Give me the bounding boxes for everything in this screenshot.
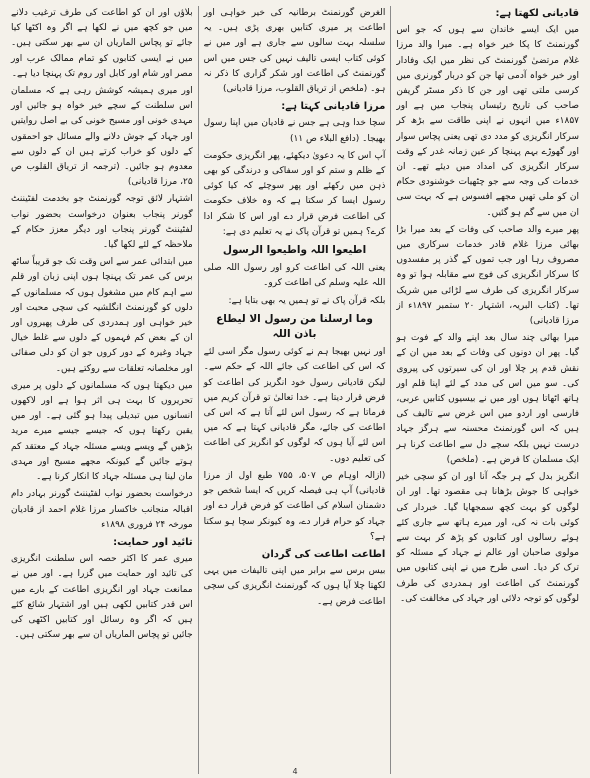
paragraph: میں دیکھتا ہوں کہ مسلمانوں کے دلوں پر میری تحریروں کا بہت ہی اثر ہوا ہے اور لاکھوں انسانوں میں تبدیلی پیدا ہو گئی ہے۔ اور میں یقین رکھتا ہوں کہ جیسے جیسے میرے مرید بڑھیں گے ویسے ویسے مسئلہ جہاد کے معتقد کم ہوتے جائیں گے کیونکہ مجھے مسیح اور مہدی مان لینا ہی مسئلہ جہاد کا انکار کرنا ہے۔ <box>11 380 193 483</box>
column-middle <box>199 6 392 774</box>
paragraph: (ازالہ اوہام ص ۵۰۷، ۷۵۵ طبع اول از مرزا قادیانی) آپ ہی فیصلہ کریں کہ ایسا شخص جو دشمنان اسلام کی اطاعت کو فرض قرار دے اور جہاد کو حرام قرار دے، وہ کیونکر سچا ہو سکتا ہے؟ <box>203 470 386 542</box>
paragraph: بلاؤں اور ان کو اطاعت کی طرف ترغیب دلانے میں جو کچھ میں نے لکھا ہے اگر وہ اکٹھا کیا جائے تو پچاس الماریاں ان سے بھر سکتی ہیں۔ میں نے ایسی کتابوں کو تمام ممالک عرب اور مصر اور شام اور کابل اور روم تک پہنچا دیا ہے۔ <box>11 8 193 79</box>
text-columns <box>6 6 584 774</box>
paragraph: اشتہار لائق توجہ گورنمنٹ جو بخدمت لفٹیننٹ گورنر پنجاب بعنوان درخواست بحضور نواب لفٹیننٹ گورنر پنجاب اور دیگر معزز حکام کے ملاحظہ کے لئے لکھا گیا۔ <box>11 194 193 251</box>
paragraph: درخواست بحضور نواب لفٹیننٹ گورنر بہادر دام اقبالہ منجانب خاکسار مرزا غلام احمد از قادیان مورخہ ۲۴ فروری ۱۸۹۸ء <box>11 489 193 530</box>
arabic-quote: وما ارسلنا من رسول الا لیطاع باذن اللہ <box>216 312 373 341</box>
paragraph: میرا بھائی چند سال بعد اپنے والد کے فوت ہو گیا۔ پھر ان دونوں کی وفات کے بعد میں ان کے نقش قدم پر چلا اور ان کی سیرتوں کی پیروی کی۔ سو میں اس کی مدد کے لئے اپنا قلم اور ہاتھ اٹھاتا ہوں اور میں نے بیسیوں کتابیں عربی، فارسی اور اردو میں اس غرض سے تالیف کی ہیں کہ اس گورنمنٹ محسنہ سے ہرگز جہاد درست نہیں بلکہ سچے دل سے اطاعت کرنا ہر ایک مسلمان کا فرض ہے۔ (ملخص) <box>396 333 579 465</box>
paragraph: آپ اس کا یہ دعویٰ دیکھئے، پھر انگریزی حکومت کے ظلم و ستم کو اور سفاکی و درندگی کو بھی ذہن میں رکھئے اور پھر سوچئے کہ کیا کوئی رسول ایسا کر سکتا ہے کہ وہ خلاف حکومت کی اطاعت فرض قرار دے اور اس کا شکر ادا کرے؟ ہمیں تو قرآن پاک نے یہ تعلیم دی ہے: <box>203 150 386 237</box>
section-heading: اطاعت اطاعت کی گردان <box>261 548 386 560</box>
section-heading: مرزا قادیانی کہتا ہے: <box>281 101 386 113</box>
paragraph: بلکہ قرآن پاک نے تو ہمیں یہ بھی بتایا ہے: <box>228 295 386 306</box>
paragraph: پھر میرے والد صاحب کی وفات کے بعد میرا بڑا بھائی مرزا غلام قادر خدمات سرکاری میں مصروف رہا اور جب تموں کے گذر پر مفسدوں کا سرکار انگریزی کی فوج سے مقابلہ ہوا تو وہ سرکار انگریزی کی طرف سے لڑائی میں شریک تھا۔ (کتاب البریہ، اشتہار ۲۰ ستمبر ۱۸۹۷ء از مرزا قادیانی) <box>396 224 579 327</box>
paragraph: یعنی اللہ کی اطاعت کرو اور رسول اللہ صلی اللہ علیہ وسلم کی اطاعت کرو۔ <box>203 263 386 289</box>
paragraph: میں ایک ایسے خاندان سے ہوں کہ جو اس گورنمنٹ کا پکا خیر خواہ ہے۔ میرا والد مرزا غلام مرتضیٰ گورنمنٹ کی نظر میں ایک وفادار اور خیر خواہ آدمی تھا جن کو دربار گورنری میں کرسی ملتی تھی اور جن کا ذکر مسٹر گریفن صاحب کی تاریخ رئیساں پنجاب میں ہے اور ۱۸۵۷ء میں انہوں نے اپنی طاقت سے بڑھ کر سرکار انگریزی کو مدد دی تھی یعنی پچاس سوار اور گھوڑے بہم پہنچا کر عین زمانہ غدر کے وقت سرکار انگریزی کی امداد میں دیئے تھے۔ ان خدمات کی وجہ سے جو چٹھیات خوشنودی حکام ان کو ملی تھیں مجھے افسوس ہے کہ بہت سی ان میں سے گم ہو گئیں۔ <box>396 25 579 218</box>
paragraph: الغرض گورنمنٹ برطانیہ کی خیر خواہی اور اطاعت پر میری کتابیں بھری پڑی ہیں۔ یہ سلسلہ بہت سالوں سے جاری ہے اور میں نے کوئی کتاب ایسی تالیف نہیں کی جس میں اس گورنمنٹ کی اطاعت اور شکر گزاری کا ذکر نہ ہو۔ (ملخص از تریاق القلوب، مرزا قادیانی) <box>203 8 386 95</box>
paragraph: میں ابتدائی عمر سے اس وقت تک جو قریباً ساٹھ برس کی عمر تک پہنچا ہوں اپنی زبان اور قلم سے اہم کام میں مشغول ہوں کہ مسلمانوں کے دلوں کو گورنمنٹ انگلشیہ کی سچی محبت اور خیر خواہی اور ہمدردی کی طرف پھیروں اور ان کے بعض کم فہموں کے دلوں سے غلط خیال جہاد وغیرہ کے دور کروں جو ان کو دلی صفائی اور مخلصانہ تعلقات سے روکتے ہیں۔ <box>11 257 193 374</box>
paragraph: بیس برس سے برابر میں اپنی تالیفات میں یہی لکھتا چلا آیا ہوں کہ گورنمنٹ انگریزی کی سچی اطاعت فرض ہے۔ <box>203 566 386 607</box>
column-left <box>6 6 199 774</box>
column-right <box>391 6 584 774</box>
paragraph: سچا خدا وہی ہے جس نے قادیان میں اپنا رسول بھیجا۔ (دافع البلاء ص ۱۱) <box>203 118 386 144</box>
paragraph: اور میری ہمیشہ کوشش رہی ہے کہ مسلمان اس سلطنت کے سچے خیر خواہ ہو جائیں اور مہدی خونی اور مسیح خونی کی بے اصل روایتیں اور جہاد کے جوش دلانے والے مسائل جو احمقوں کے دلوں کو خراب کرتے ہیں ان کے دلوں سے معدوم ہو جائیں۔ (ترجمہ از تریاق القلوب ص ۲۵، مرزا قادیانی) <box>11 86 193 188</box>
paragraph: اور نہیں بھیجا ہم نے کوئی رسول مگر اسی لئے کہ اس کی اطاعت کی جائے اللہ کے حکم سے۔ لیکن قادیانی رسول خود انگریز کی اطاعت کو فرض قرار دیتا ہے۔ خدا تعالیٰ تو قرآن کریم میں فرماتا ہے کہ رسول اس لئے آتا ہے کہ اس کی اطاعت کی جائے، مگر قادیانی کہتا ہے کہ میں اس لئے آیا ہوں کہ لوگوں کو انگریز کی اطاعت کی تعلیم دوں۔ <box>203 347 386 464</box>
arabic-quote: اطیعوا اللہ واطیعوا الرسول <box>222 244 367 257</box>
section-heading: تائید اور حمایت: <box>113 536 193 548</box>
paragraph: میری عمر کا اکثر حصہ اس سلطنت انگریزی کی تائید اور حمایت میں گزرا ہے۔ اور میں نے ممانعت جہاد اور انگریزی اطاعت کے بارے میں اس قدر کتابیں لکھی ہیں اور اشتہار شائع کئے ہیں کہ اگر وہ رسائل اور کتابیں اکٹھی کی جائیں تو پچاس الماریاں ان سے بھر سکتی ہیں۔ <box>11 554 193 641</box>
page-number: 4 <box>292 767 298 776</box>
paragraph: انگریز بدل کے ہر جگہ آنا اور ان کو سچی خیر خواہی کا جوش بڑھانا ہی مقصود تھا۔ اور ان لوگوں کو بہت کچھ سمجھایا گیا۔ خبردار کی کوئی بات نہ کی، اور میرے ہاتھ سے جاری کئے ہوئے رسالوں اور کتابوں کو پڑھ کر بہت سے مولوی صاحبان اور عالم نے جہاد کے مسئلہ کو ترک کر دیا۔ اسی طرح میں نے اپنی کتابوں میں گورنمنٹ کی اطاعت اور ہمدردی کی طرف لوگوں کو توجہ دلائی اور جہاد کی مخالفت کی۔ <box>396 472 579 604</box>
section-heading: قادیانی لکھتا ہے: <box>495 8 579 19</box>
